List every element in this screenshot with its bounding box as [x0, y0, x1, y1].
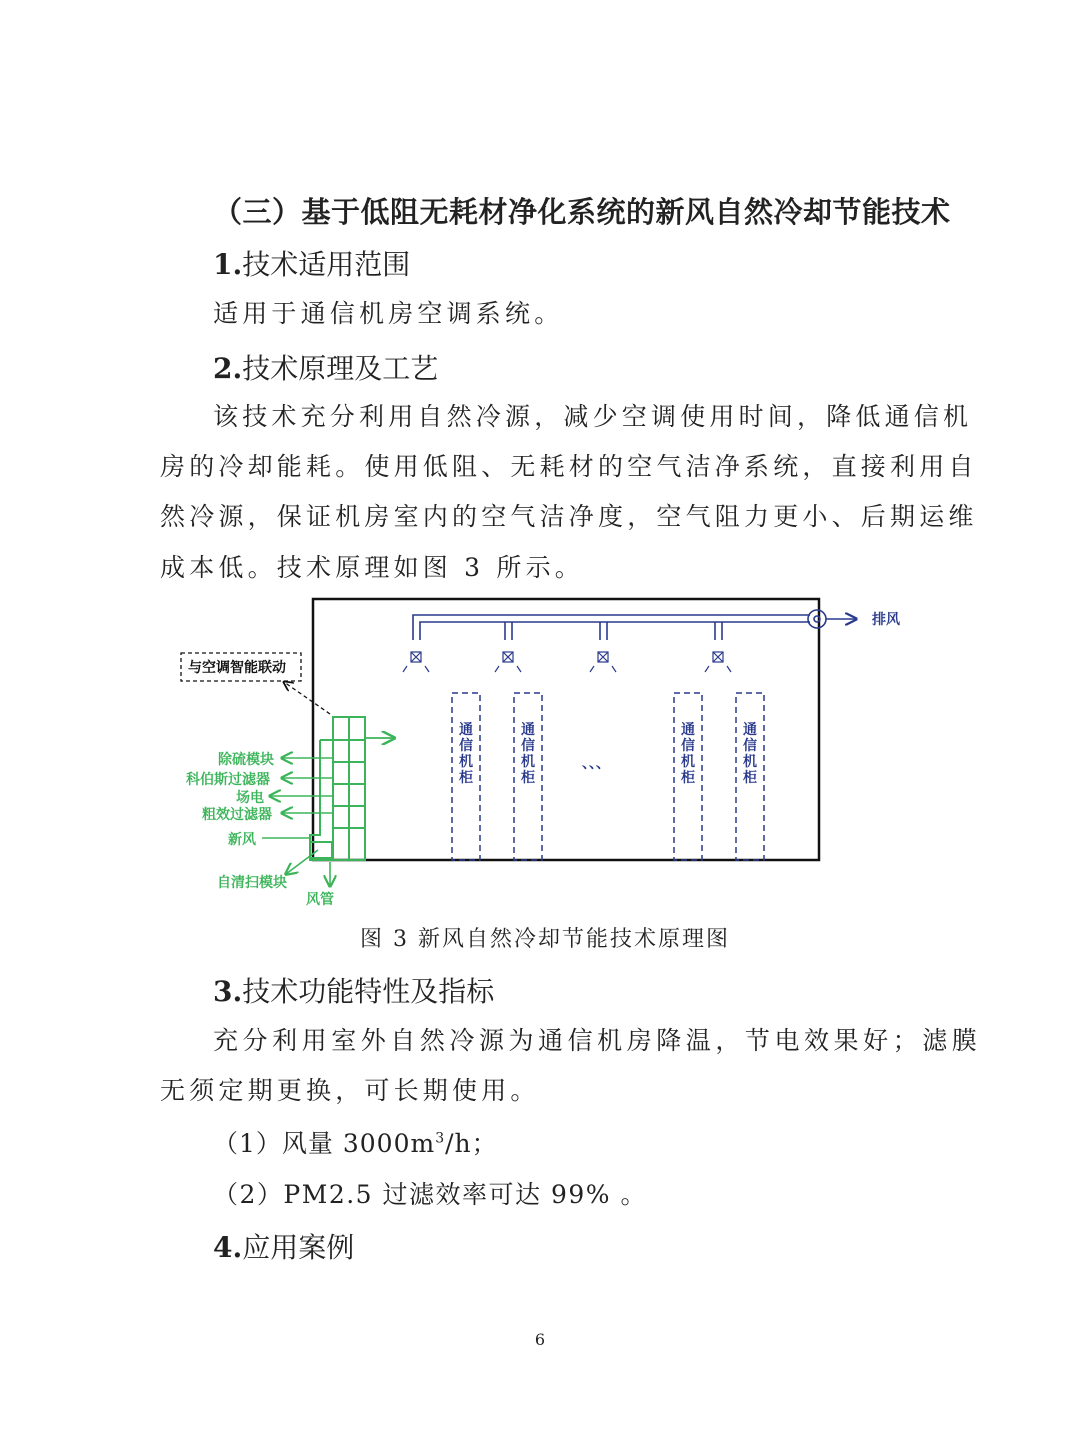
exhaust-label: 排风: [872, 612, 900, 628]
component-self-clean: 自清扫模块: [217, 875, 287, 891]
linkage-label: 与空调智能联动: [188, 660, 286, 676]
heading-text: 技术适用范围: [242, 248, 411, 281]
linkage-arrow: [284, 682, 330, 714]
cabinet-label-char: 机: [681, 754, 695, 770]
component-filter: 科伯斯过滤器: [186, 772, 270, 788]
exhaust-duct: [413, 615, 810, 640]
cabinet-label-char: 通: [743, 722, 757, 738]
heading-text: 技术原理及工艺: [242, 352, 439, 385]
component-coarse-filter: 粗效过滤器: [202, 807, 272, 823]
page-number: 6: [534, 1330, 546, 1349]
section-title: （三）基于低阻无耗材净化系统的新风自然冷却节能技术: [213, 195, 951, 229]
diffuser-icons: [403, 652, 731, 672]
heading-scope: [213, 243, 410, 283]
principle-line-1: 该技术充分利用自然冷源，减少空调使用时间，降低通信机: [213, 402, 973, 431]
indicator-airflow: [213, 1124, 498, 1160]
cabinet-label-char: 柜: [459, 770, 473, 786]
unit-superscript: 3: [435, 1130, 446, 1147]
indicator-airflow-text: （1）风量 3000m: [213, 1129, 436, 1158]
cabinet-label-char: 机: [743, 754, 757, 770]
principle-diagram: [170, 590, 930, 920]
features-line-2: 无须定期更换，可长期使用。: [160, 1076, 540, 1105]
cabinet-group: [452, 693, 764, 860]
principle-line-4: 成本低。技术原理如图 3 所示。: [160, 553, 585, 582]
heading-number: 1.: [213, 248, 243, 281]
features-line-1: 充分利用室外自然冷源为通信机房降温，节电效果好；滤膜: [213, 1026, 982, 1055]
exhaust-fan-icon: [808, 610, 856, 628]
indicator-airflow-unit: /h；: [445, 1129, 498, 1158]
heading-number: 2.: [213, 352, 243, 385]
component-duct: 风管: [306, 892, 334, 908]
cabinet-label-char: 信: [459, 738, 473, 754]
principle-line-3: 然冷源，保证机房室内的空气洁净度，空气阻力更小、后期运维: [160, 502, 978, 531]
cabinet-label-char: 通: [681, 722, 695, 738]
cabinet-label-char: 通: [521, 722, 535, 738]
heading-features: [213, 970, 494, 1010]
principle-line-2: 房的冷却能耗。使用低阻、无耗材的空气洁净系统，直接利用自: [160, 452, 978, 481]
heading-cases: [213, 1226, 354, 1266]
indicator-pm25: （2）PM2.5 过滤效率可达 99% 。: [213, 1180, 647, 1209]
cabinet-label-char: 信: [521, 738, 535, 754]
cabinet-label-char: 机: [521, 754, 535, 770]
scope-paragraph: 适用于通信机房空调系统。: [213, 299, 564, 328]
heading-number: 3.: [213, 975, 243, 1008]
cabinet-label-char: 机: [459, 754, 473, 770]
component-fresh-air: 新风: [228, 832, 256, 848]
cabinet-label-char: 柜: [743, 770, 757, 786]
cabinet-label-char: 柜: [521, 770, 535, 786]
cabinet-label-char: 柜: [681, 770, 695, 786]
cabinet-label-char: 通: [459, 722, 473, 738]
purifier-unit: [310, 717, 365, 860]
cabinet-label-char: 信: [743, 738, 757, 754]
heading-principle: [213, 347, 438, 387]
component-electric-field: 场电: [236, 790, 264, 806]
figure-caption: 图 3 新风自然冷却节能技术原理图: [360, 927, 730, 952]
component-desulfur: 除硫模块: [218, 752, 274, 768]
heading-number: 4.: [213, 1231, 243, 1264]
heading-text: 应用案例: [242, 1231, 355, 1264]
component-arrows: [262, 758, 333, 886]
heading-text: 技术功能特性及指标: [242, 975, 495, 1008]
cabinet-label-char: 信: [681, 738, 695, 754]
ellipsis-mark: 、、、: [582, 756, 610, 772]
